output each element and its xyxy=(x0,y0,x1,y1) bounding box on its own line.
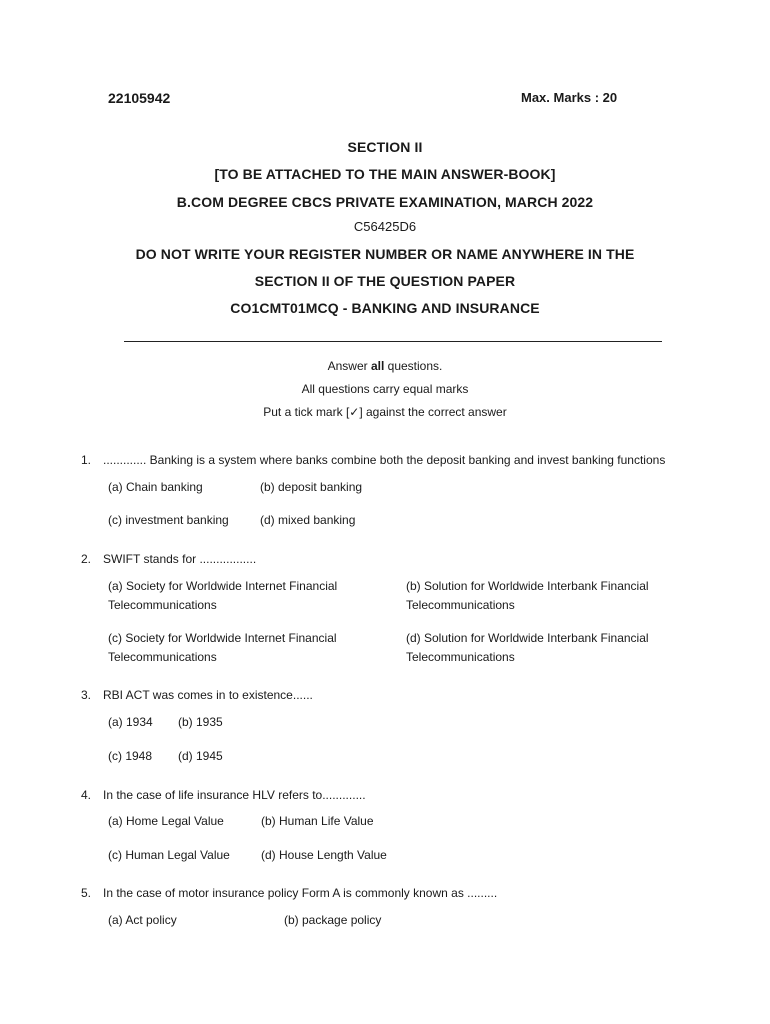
question-1 xyxy=(81,453,665,467)
q2-option-d[interactable] xyxy=(406,629,649,667)
question-number: 4. xyxy=(81,788,92,802)
option-line: (b) Solution for Worldwide Interbank Financial xyxy=(406,579,649,593)
q1-option-d[interactable]: (d) mixed banking xyxy=(260,513,356,527)
paper-code: C56425D6 xyxy=(353,219,417,234)
attach-note: [TO BE ATTACHED TO THE MAIN ANSWER-BOOK] xyxy=(214,166,556,182)
instruction-answer-all xyxy=(0,359,770,373)
question-text: In the case of motor insurance policy Form A is commonly known as ......... xyxy=(103,886,498,900)
instruction-answer-suffix: questions. xyxy=(384,359,443,373)
q2-option-b[interactable] xyxy=(406,577,649,615)
q5-option-b[interactable]: (b) package policy xyxy=(284,913,382,927)
q2-option-a[interactable] xyxy=(108,577,337,615)
q3-option-d[interactable]: (d) 1945 xyxy=(178,749,223,763)
question-number: 2. xyxy=(81,552,92,566)
question-text: In the case of life insurance HLV refers to............. xyxy=(103,788,366,802)
q5-option-a[interactable]: (a) Act policy xyxy=(108,913,177,927)
warning-line-1: DO NOT WRITE YOUR REGISTER NUMBER OR NAME ANYWHERE IN THE xyxy=(135,246,635,262)
instruction-tick: Put a tick mark [✓] against the correct answer xyxy=(263,405,507,419)
divider-line xyxy=(124,341,662,342)
register-number: 22105942 xyxy=(108,90,171,106)
warning-line-2: SECTION II OF THE QUESTION PAPER xyxy=(254,273,516,289)
question-5 xyxy=(81,886,497,900)
question-number: 1. xyxy=(81,453,92,467)
q4-option-a[interactable]: (a) Home Legal Value xyxy=(108,814,224,828)
option-line: Telecommunications xyxy=(108,598,217,612)
q2-option-c[interactable] xyxy=(108,629,337,667)
section-title: SECTION II xyxy=(347,139,423,155)
q4-option-c[interactable]: (c) Human Legal Value xyxy=(108,848,230,862)
question-text: SWIFT stands for ................. xyxy=(103,552,257,566)
question-number: 3. xyxy=(81,688,92,702)
option-line: (c) Society for Worldwide Internet Financial xyxy=(108,631,337,645)
q1-option-b[interactable]: (b) deposit banking xyxy=(260,480,363,494)
option-line: Telecommunications xyxy=(406,598,515,612)
question-text: RBI ACT was comes in to existence...... xyxy=(103,688,313,702)
paper-title: CO1CMT01MCQ - BANKING AND INSURANCE xyxy=(230,300,540,316)
instruction-answer-prefix: Answer xyxy=(327,359,371,373)
max-marks: Max. Marks : 20 xyxy=(521,90,618,105)
exam-title: B.COM DEGREE CBCS PRIVATE EXAMINATION, MARCH 2022 xyxy=(176,194,594,210)
q4-option-b[interactable]: (b) Human Life Value xyxy=(261,814,374,828)
q4-option-d[interactable]: (d) House Length Value xyxy=(261,848,387,862)
option-line: (d) Solution for Worldwide Interbank Financial xyxy=(406,631,649,645)
question-number: 5. xyxy=(81,886,92,900)
q3-option-b[interactable]: (b) 1935 xyxy=(178,715,223,729)
question-4 xyxy=(81,788,366,802)
option-line: Telecommunications xyxy=(108,650,217,664)
question-3 xyxy=(81,688,313,702)
option-line: (a) Society for Worldwide Internet Financial xyxy=(108,579,338,593)
question-text: ............. Banking is a system where banks combine both the deposit banking and invest banking functions xyxy=(103,453,666,467)
instruction-answer-bold: all xyxy=(370,359,385,373)
question-2 xyxy=(81,552,256,566)
q3-option-c[interactable]: (c) 1948 xyxy=(108,749,153,763)
q1-option-c[interactable]: (c) investment banking xyxy=(108,513,229,527)
option-line: Telecommunications xyxy=(406,650,515,664)
q3-option-a[interactable]: (a) 1934 xyxy=(108,715,153,729)
instruction-equal-marks: All questions carry equal marks xyxy=(301,382,469,396)
q1-option-a[interactable]: (a) Chain banking xyxy=(108,480,203,494)
